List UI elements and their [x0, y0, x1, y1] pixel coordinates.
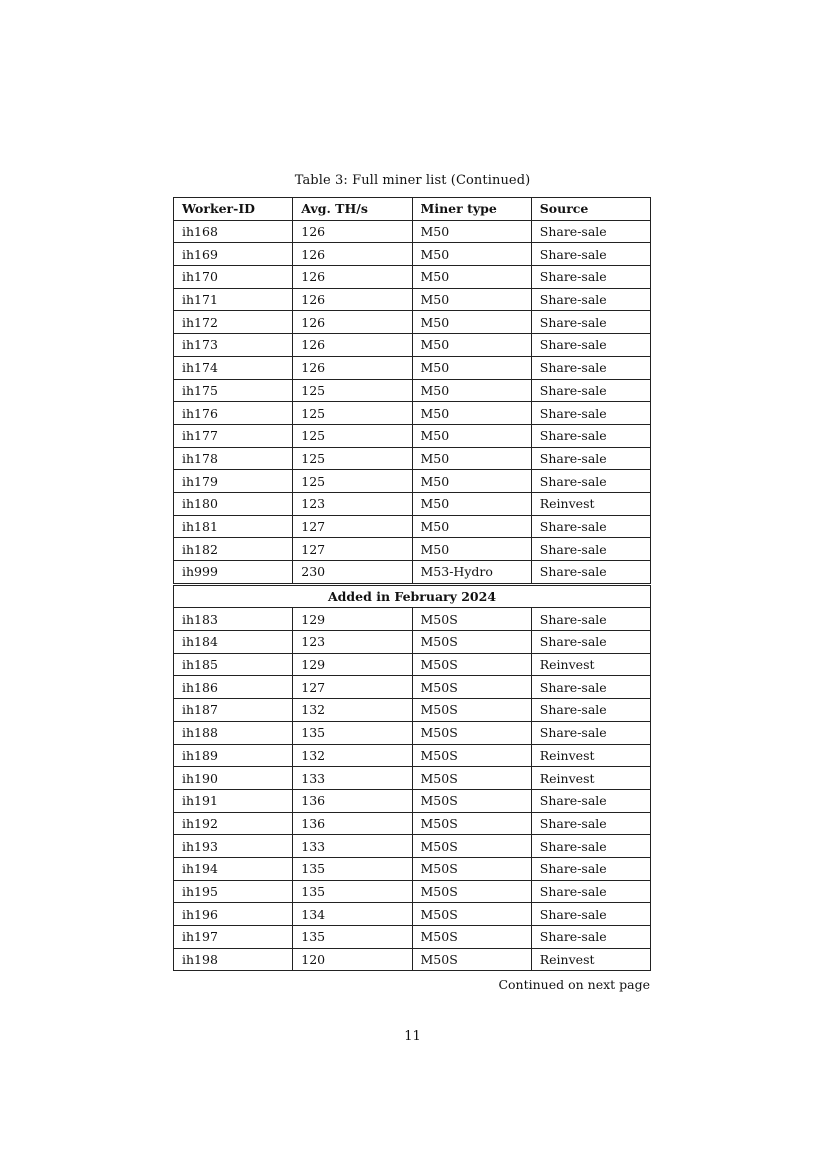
cell-avg-ths: 125 — [293, 379, 412, 402]
cell-avg-ths: 123 — [293, 492, 412, 515]
table-row — [174, 835, 651, 858]
cell-source: Share-sale — [531, 243, 650, 266]
cell-worker-id: ih170 — [174, 266, 293, 289]
miner-table — [173, 197, 651, 971]
table-row — [174, 767, 651, 790]
cell-worker-id: ih192 — [174, 812, 293, 835]
cell-source: Share-sale — [531, 379, 650, 402]
cell-source: Share-sale — [531, 812, 650, 835]
cell-worker-id: ih177 — [174, 424, 293, 447]
table-row — [174, 220, 651, 243]
cell-avg-ths: 133 — [293, 835, 412, 858]
table-caption: Table 3: Full miner list (Continued) — [294, 173, 531, 188]
cell-miner-type: M50S — [412, 699, 531, 722]
table-row — [174, 356, 651, 379]
cell-miner-type: M50S — [412, 653, 531, 676]
cell-miner-type: M50S — [412, 767, 531, 790]
cell-miner-type: M50 — [412, 356, 531, 379]
cell-miner-type: M50S — [412, 926, 531, 949]
cell-worker-id: ih193 — [174, 835, 293, 858]
cell-miner-type: M50 — [412, 447, 531, 470]
cell-avg-ths: 126 — [293, 311, 412, 334]
cell-miner-type: M50S — [412, 676, 531, 699]
continued-note: Continued on next page — [498, 977, 650, 992]
cell-source: Share-sale — [531, 561, 650, 584]
header-miner-type: Miner type — [412, 198, 531, 221]
cell-avg-ths: 125 — [293, 470, 412, 493]
cell-miner-type: M50 — [412, 379, 531, 402]
cell-worker-id: ih175 — [174, 379, 293, 402]
table-row — [174, 903, 651, 926]
cell-avg-ths: 127 — [293, 676, 412, 699]
cell-source: Share-sale — [531, 538, 650, 561]
cell-miner-type: M50 — [412, 334, 531, 357]
cell-worker-id: ih195 — [174, 880, 293, 903]
cell-source: Share-sale — [531, 721, 650, 744]
cell-miner-type: M50S — [412, 948, 531, 971]
cell-avg-ths: 126 — [293, 288, 412, 311]
cell-worker-id: ih180 — [174, 492, 293, 515]
cell-worker-id: ih183 — [174, 608, 293, 631]
cell-miner-type: M50S — [412, 721, 531, 744]
table-row — [174, 789, 651, 812]
cell-source: Share-sale — [531, 288, 650, 311]
cell-worker-id: ih189 — [174, 744, 293, 767]
cell-source: Share-sale — [531, 266, 650, 289]
table-row — [174, 492, 651, 515]
cell-worker-id: ih187 — [174, 699, 293, 722]
cell-avg-ths: 132 — [293, 699, 412, 722]
cell-worker-id: ih184 — [174, 631, 293, 654]
cell-miner-type: M50S — [412, 789, 531, 812]
cell-worker-id: ih176 — [174, 402, 293, 425]
cell-avg-ths: 136 — [293, 812, 412, 835]
cell-source: Share-sale — [531, 789, 650, 812]
cell-source: Share-sale — [531, 311, 650, 334]
cell-miner-type: M50 — [412, 424, 531, 447]
cell-avg-ths: 120 — [293, 948, 412, 971]
cell-worker-id: ih191 — [174, 789, 293, 812]
cell-avg-ths: 126 — [293, 334, 412, 357]
cell-miner-type: M50 — [412, 311, 531, 334]
cell-source: Share-sale — [531, 699, 650, 722]
cell-worker-id: ih196 — [174, 903, 293, 926]
cell-worker-id: ih172 — [174, 311, 293, 334]
cell-worker-id: ih169 — [174, 243, 293, 266]
cell-source: Share-sale — [531, 470, 650, 493]
table-row — [174, 334, 651, 357]
table-row — [174, 311, 651, 334]
cell-avg-ths: 135 — [293, 926, 412, 949]
table-row — [174, 447, 651, 470]
table-row — [174, 744, 651, 767]
cell-miner-type: M50 — [412, 288, 531, 311]
cell-miner-type: M50 — [412, 538, 531, 561]
cell-worker-id: ih168 — [174, 220, 293, 243]
cell-avg-ths: 125 — [293, 447, 412, 470]
cell-worker-id: ih186 — [174, 676, 293, 699]
cell-avg-ths: 126 — [293, 356, 412, 379]
cell-avg-ths: 135 — [293, 857, 412, 880]
cell-avg-ths: 135 — [293, 880, 412, 903]
cell-avg-ths: 129 — [293, 653, 412, 676]
section-row — [174, 585, 651, 608]
cell-miner-type: M50S — [412, 880, 531, 903]
cell-avg-ths: 126 — [293, 243, 412, 266]
table-row — [174, 631, 651, 654]
cell-source: Share-sale — [531, 220, 650, 243]
cell-source: Share-sale — [531, 608, 650, 631]
table-row — [174, 699, 651, 722]
cell-worker-id: ih190 — [174, 767, 293, 790]
cell-avg-ths: 230 — [293, 561, 412, 584]
cell-worker-id: ih182 — [174, 538, 293, 561]
cell-source: Share-sale — [531, 356, 650, 379]
page-number: 11 — [404, 1029, 421, 1044]
cell-miner-type: M50 — [412, 243, 531, 266]
cell-source: Share-sale — [531, 857, 650, 880]
table-row — [174, 470, 651, 493]
cell-avg-ths: 129 — [293, 608, 412, 631]
table-row — [174, 243, 651, 266]
header-worker-id: Worker-ID — [174, 198, 293, 221]
cell-avg-ths: 132 — [293, 744, 412, 767]
cell-miner-type: M50 — [412, 220, 531, 243]
cell-miner-type: M50S — [412, 835, 531, 858]
cell-miner-type: M50 — [412, 492, 531, 515]
cell-source: Share-sale — [531, 631, 650, 654]
cell-worker-id: ih188 — [174, 721, 293, 744]
table-row — [174, 402, 651, 425]
table-row — [174, 880, 651, 903]
cell-worker-id: ih198 — [174, 948, 293, 971]
cell-source: Share-sale — [531, 447, 650, 470]
table-row — [174, 561, 651, 584]
cell-miner-type: M50 — [412, 515, 531, 538]
cell-avg-ths: 136 — [293, 789, 412, 812]
table-row — [174, 948, 651, 971]
table-row — [174, 424, 651, 447]
cell-avg-ths: 135 — [293, 721, 412, 744]
cell-miner-type: M50 — [412, 266, 531, 289]
cell-miner-type: M50 — [412, 470, 531, 493]
cell-worker-id: ih999 — [174, 561, 293, 584]
cell-worker-id: ih197 — [174, 926, 293, 949]
table-row — [174, 812, 651, 835]
cell-source: Share-sale — [531, 676, 650, 699]
cell-source: Reinvest — [531, 492, 650, 515]
cell-worker-id: ih181 — [174, 515, 293, 538]
cell-avg-ths: 125 — [293, 424, 412, 447]
cell-source: Share-sale — [531, 926, 650, 949]
cell-worker-id: ih174 — [174, 356, 293, 379]
cell-source: Share-sale — [531, 424, 650, 447]
cell-avg-ths: 125 — [293, 402, 412, 425]
table-row — [174, 288, 651, 311]
cell-avg-ths: 127 — [293, 515, 412, 538]
table-row — [174, 926, 651, 949]
table-row — [174, 721, 651, 744]
cell-miner-type: M50S — [412, 631, 531, 654]
section-label: Added in February 2024 — [174, 585, 651, 608]
cell-avg-ths: 127 — [293, 538, 412, 561]
cell-source: Share-sale — [531, 835, 650, 858]
cell-source: Share-sale — [531, 402, 650, 425]
cell-avg-ths: 123 — [293, 631, 412, 654]
cell-avg-ths: 134 — [293, 903, 412, 926]
cell-worker-id: ih185 — [174, 653, 293, 676]
cell-worker-id: ih194 — [174, 857, 293, 880]
cell-worker-id: ih171 — [174, 288, 293, 311]
table-header-row — [174, 198, 651, 221]
header-source: Source — [531, 198, 650, 221]
cell-source: Reinvest — [531, 653, 650, 676]
table-row — [174, 653, 651, 676]
cell-avg-ths: 126 — [293, 266, 412, 289]
cell-source: Reinvest — [531, 767, 650, 790]
cell-miner-type: M50S — [412, 812, 531, 835]
table-row — [174, 266, 651, 289]
table-body — [174, 220, 651, 971]
table-row — [174, 379, 651, 402]
cell-worker-id: ih173 — [174, 334, 293, 357]
cell-miner-type: M50S — [412, 608, 531, 631]
table-row — [174, 608, 651, 631]
cell-avg-ths: 133 — [293, 767, 412, 790]
cell-source: Share-sale — [531, 903, 650, 926]
cell-source: Share-sale — [531, 334, 650, 357]
cell-source: Reinvest — [531, 744, 650, 767]
cell-avg-ths: 126 — [293, 220, 412, 243]
table-row — [174, 857, 651, 880]
table-row — [174, 538, 651, 561]
table-row — [174, 515, 651, 538]
cell-worker-id: ih179 — [174, 470, 293, 493]
cell-source: Share-sale — [531, 880, 650, 903]
cell-miner-type: M53-Hydro — [412, 561, 531, 584]
cell-miner-type: M50S — [412, 857, 531, 880]
header-avg-ths: Avg. TH/s — [293, 198, 412, 221]
cell-miner-type: M50S — [412, 903, 531, 926]
cell-source: Share-sale — [531, 515, 650, 538]
table-row — [174, 676, 651, 699]
cell-miner-type: M50S — [412, 744, 531, 767]
cell-worker-id: ih178 — [174, 447, 293, 470]
cell-miner-type: M50 — [412, 402, 531, 425]
cell-source: Reinvest — [531, 948, 650, 971]
